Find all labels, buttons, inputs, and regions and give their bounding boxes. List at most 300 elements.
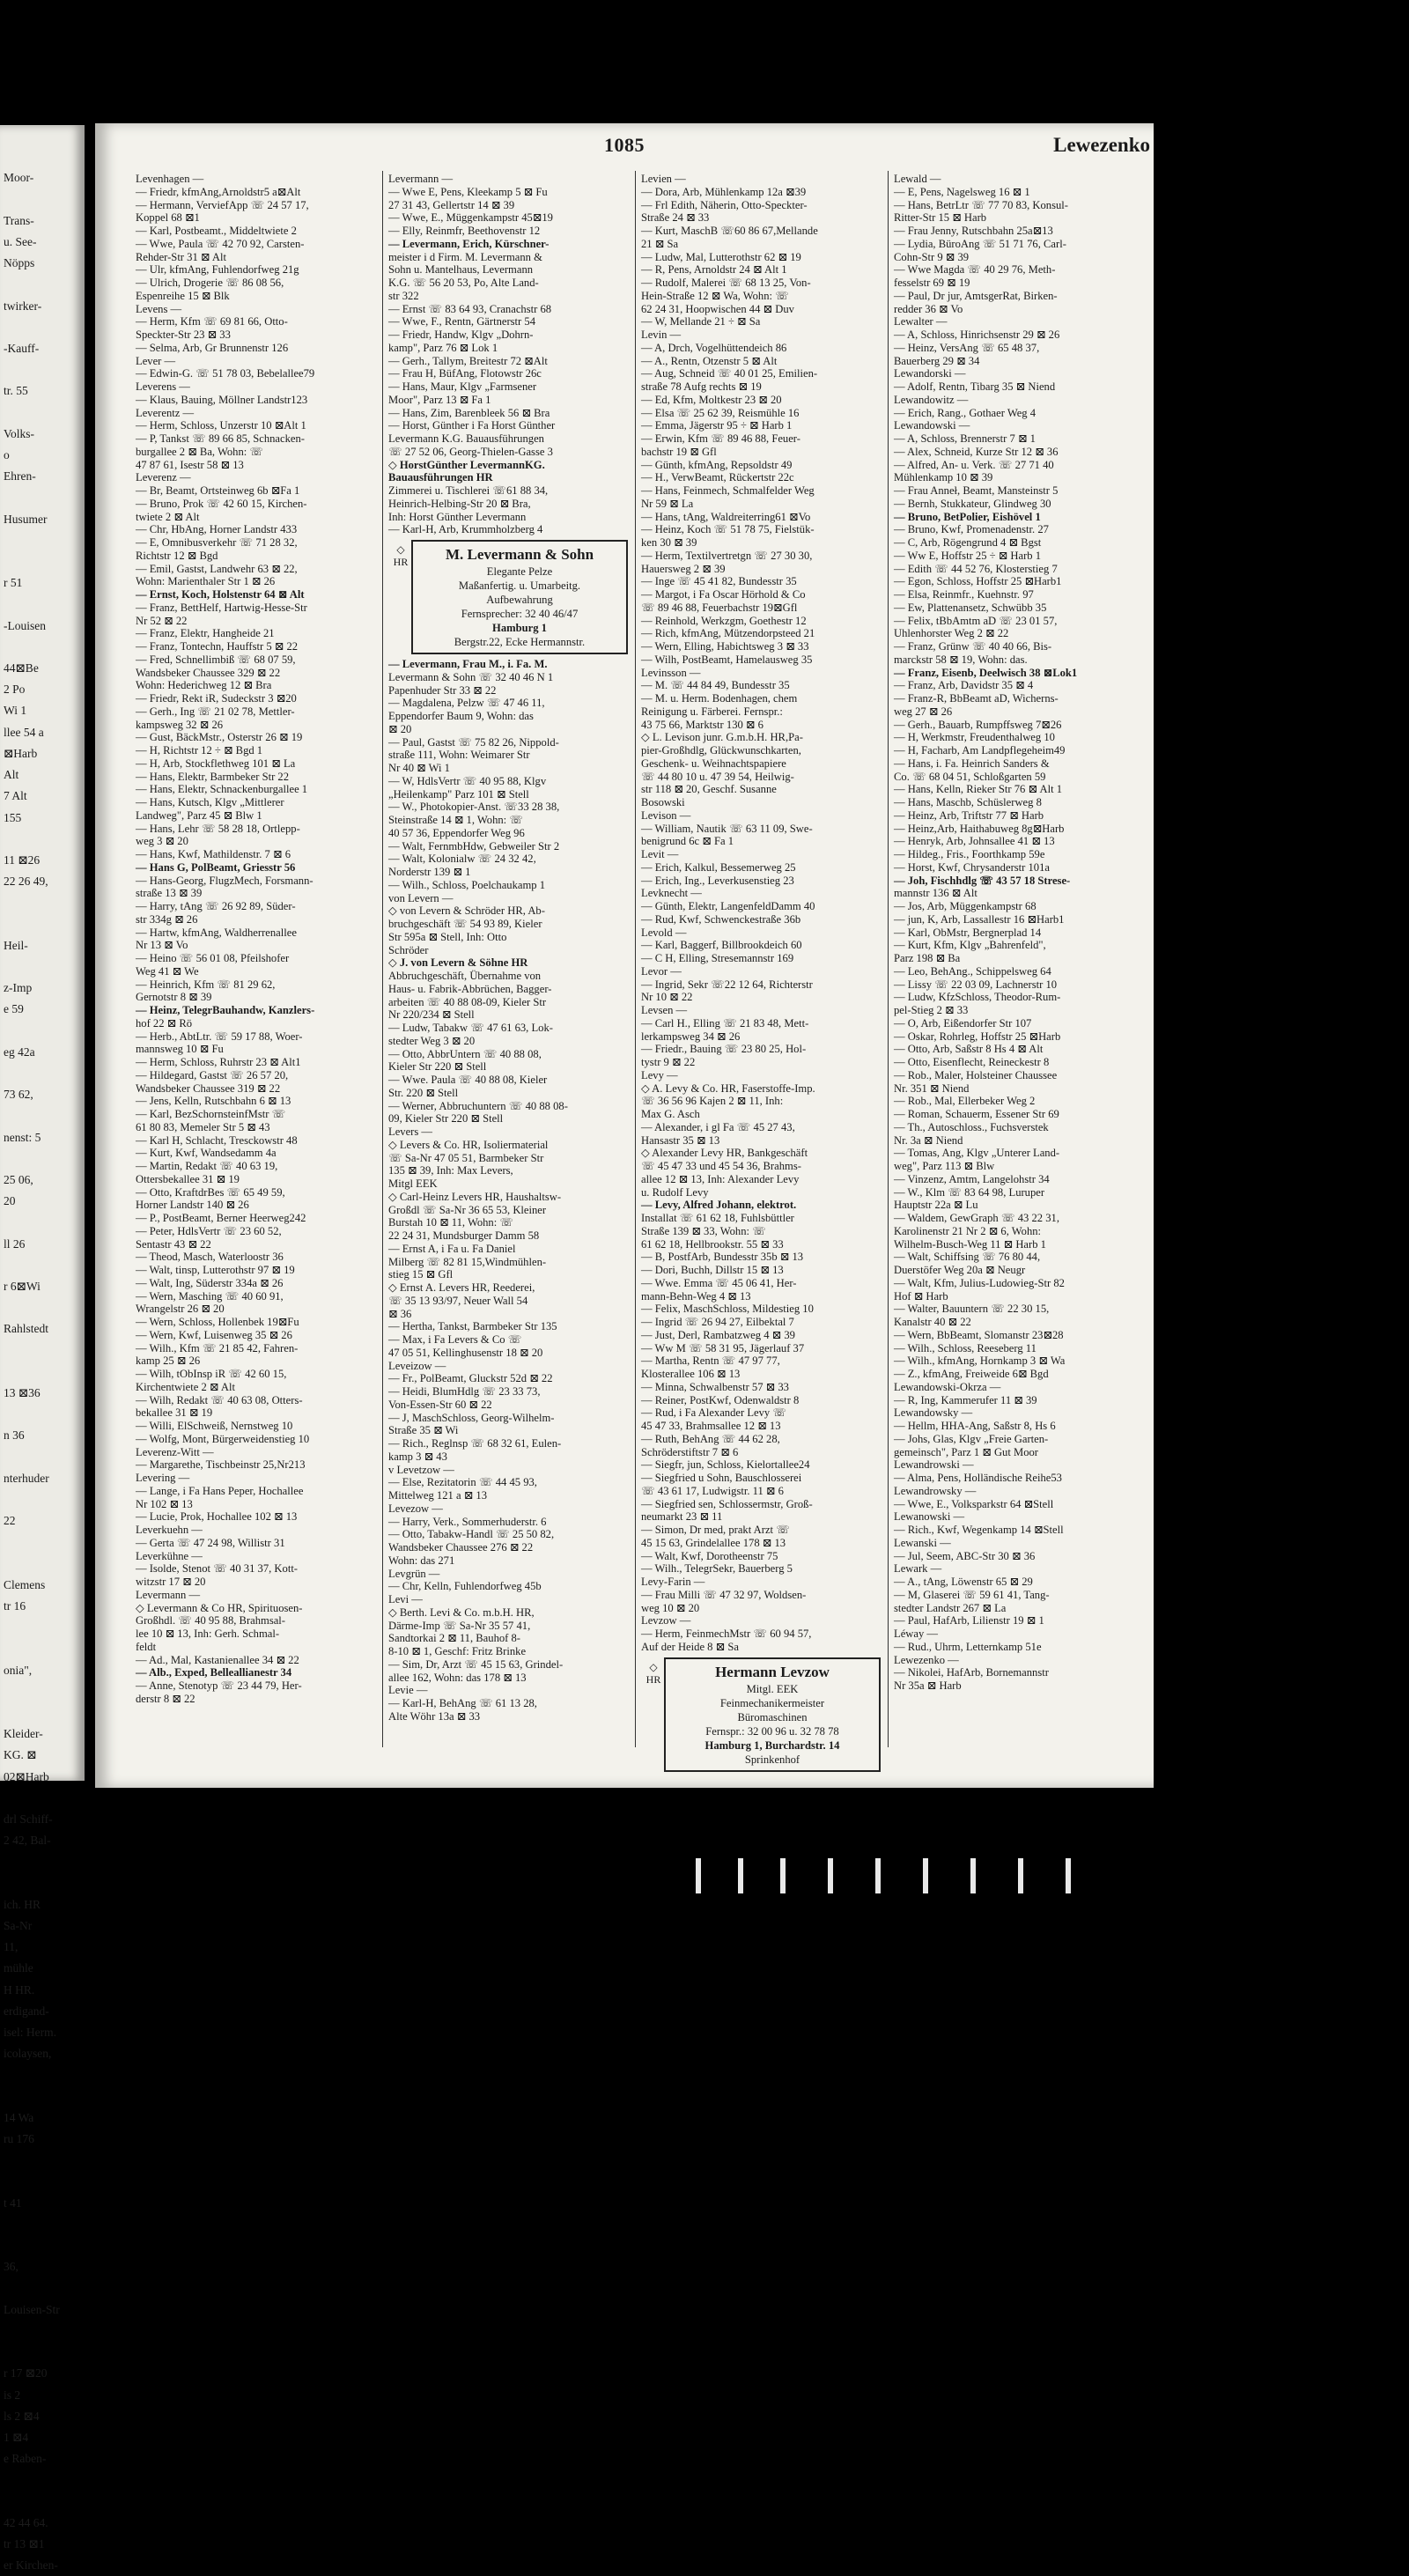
directory-entry: — Heino ☏ 56 01 08, Pfeilshofer	[136, 952, 290, 964]
directory-entry: kampsweg 32 ⊠ 26	[136, 718, 224, 731]
directory-entry: stieg 15 ⊠ Gfl	[388, 1268, 454, 1281]
ad-line: Feinmechanikermeister	[719, 1696, 825, 1709]
surname-heading: Levi —	[388, 1593, 423, 1605]
directory-entry: 40 57 36, Eppendorfer Weg 96	[388, 826, 525, 839]
directory-entry: — Walt, Kolonialw ☏ 24 32 42,	[388, 853, 536, 866]
edge-fragment	[0, 1021, 85, 1042]
directory-entry: — Alb., Exped, Belleallianestr 34	[136, 1666, 292, 1679]
directory-entry: u. Rudolf Levy	[641, 1185, 709, 1199]
directory-entry: ◇ HorstGünther LevermannKG.	[388, 458, 545, 471]
directory-entry: — Frau Milli ☏ 47 32 97, Woldsen-	[641, 1588, 807, 1601]
directory-entry: — Simon, Dr med, prakt Arzt ☏	[641, 1524, 790, 1536]
directory-entry: — Günth, kfmAng, Repsoldstr 49	[641, 458, 793, 471]
column-divider	[888, 171, 889, 1747]
directory-entry: — Martha, Rentn ☏ 47 97 77,	[641, 1354, 780, 1368]
directory-entry: 45 47 33, Brahmsallee 12 ⊠ 13	[641, 1420, 781, 1432]
edge-fragment: 13 ⊠36	[4, 1385, 41, 1399]
surname-heading: Leverens —	[136, 380, 190, 393]
directory-entry: Nr 220/234 ⊠ Stell	[388, 1008, 475, 1022]
directory-entry: Eppendorfer Baum 9, Wohn: das	[388, 710, 534, 722]
directory-entry: Auf der Heide 8 ⊠ Sa	[641, 1640, 739, 1653]
directory-entry: 43 75 66, Marktstr 130 ⊠ 6	[641, 718, 764, 731]
directory-entry: — Max, i Fa Levers & Co ☏	[388, 1333, 522, 1346]
directory-entry: kamp", Parz 76 ⊠ Lok 1	[388, 341, 498, 354]
directory-entry: — Otto, AbbrUntern ☏ 40 88 08,	[388, 1047, 542, 1060]
directory-entry: hof 22 ⊠ Rö	[136, 1016, 193, 1030]
surname-heading: Levezow —	[388, 1502, 443, 1515]
directory-entry: Großdl ☏ Sa-Nr 36 65 53, Kleiner	[388, 1203, 547, 1216]
directory-entry: — Franz, Grünw ☏ 40 40 66, Bis-	[894, 640, 1052, 653]
directory-entry: — Peter, HdlsVertr ☏ 23 60 52,	[136, 1224, 282, 1237]
directory-entry: — Theod, Masch, Waterloostr 36	[136, 1251, 284, 1264]
edge-fragment	[0, 2172, 85, 2193]
directory-entry: ◇ Carl-Heinz Levers HR, Haushaltsw-	[388, 1190, 562, 1203]
edge-fragment: 22	[4, 1514, 16, 1528]
directory-entry: — Ww E, Hoffstr 25 ÷ ⊠ Harb 1	[894, 549, 1042, 562]
directory-entry: — Ruth, BehAng ☏ 44 62 28,	[641, 1432, 780, 1445]
edge-fragment: 36,	[4, 2260, 18, 2274]
directory-entry: ◇ von Levern & Schröder HR, Ab-	[388, 904, 545, 918]
edge-fragment	[0, 2278, 85, 2299]
directory-entry: Karolinenstr 21 Nr 2 ⊠ 6, Wohn:	[894, 1224, 1042, 1237]
directory-entry: — O, Arb, Eißendorfer Str 107	[894, 1016, 1032, 1030]
surname-heading: Lewanski —	[894, 1536, 951, 1549]
directory-entry: weg 10 ⊠ 20	[641, 1601, 700, 1614]
directory-entry: — H, Werkmstr, Freudenthalweg 10	[894, 731, 1055, 744]
directory-entry: — Hermann, VerviefApp ☏ 24 57 17,	[136, 198, 309, 211]
directory-entry: lerkampsweg 34 ⊠ 26	[641, 1030, 741, 1043]
edge-fragment: Louisen-Str	[4, 2302, 60, 2316]
edge-fragment	[0, 1212, 85, 1233]
directory-entry: — Hans, Elektr, Barmbeker Str 22	[136, 770, 290, 783]
directory-entry: Norderstr 139 ⊠ 1	[388, 866, 471, 878]
directory-entry: — Hans, Elektr, Schnackenburgallee 1	[136, 783, 308, 796]
directory-entry: — C H, Elling, Stresemannstr 169	[641, 952, 794, 964]
directory-entry: — W., Photokopier-Anst. ☏33 28 38,	[388, 801, 560, 814]
directory-entry: — Hans, i. Fa. Heinrich Sanders &	[894, 757, 1050, 770]
edge-fragment	[0, 2235, 85, 2256]
edge-fragment: er Kirchen-	[4, 2558, 58, 2572]
directory-entry: — Herm, Schloss, Unzerstr 10 ⊠Alt 1	[136, 419, 306, 432]
edge-fragment: n 36	[4, 1428, 25, 1443]
directory-entry: Straße 24 ⊠ 33	[641, 211, 710, 225]
edge-fragment: twirker-	[4, 299, 42, 313]
directory-entry: — Klaus, Bauing, Möllner Landstr123	[136, 393, 308, 406]
directory-entry: — Elsa ☏ 25 62 39, Reismühle 16	[641, 406, 800, 419]
directory-entry: — Ernst, Koch, Holstenstr 64 ⊠ Alt	[136, 588, 305, 601]
directory-entry: — Franz, Arb, Davidstr 35 ⊠ 4	[894, 679, 1034, 692]
directory-entry: — Ernst A, i Fa u. Fa Daniel	[388, 1242, 516, 1255]
edge-fragment: 155	[4, 810, 22, 824]
edge-fragment	[0, 1340, 85, 1362]
edge-fragment	[0, 1447, 85, 1468]
edge-fragment: Nöpps	[4, 256, 35, 270]
directory-entry: Bauerberg 29 ⊠ 34	[894, 354, 980, 367]
directory-entry: — Else, Rezitatorin ☏ 44 45 93,	[388, 1476, 537, 1489]
directory-entry: — Sim, Dr, Arzt ☏ 45 15 63, Grindel-	[388, 1657, 564, 1671]
directory-entry: tystr 9 ⊠ 22	[641, 1056, 696, 1068]
edge-fragment: nterhuder	[4, 1471, 49, 1485]
directory-entry: — M, Glaserei ☏ 59 61 41, Tang-	[894, 1588, 1050, 1601]
surname-heading: Lever —	[136, 354, 176, 367]
directory-entry: — Friedr., Bauing ☏ 23 80 25, Hol-	[641, 1043, 807, 1056]
directory-entry: — Jos, Arb, Müggenkampstr 68	[894, 900, 1036, 912]
directory-entry: — Walt, Kwf, Dorotheenstr 75	[641, 1549, 778, 1562]
directory-entry: — Joh, Fischhdlg ☏ 43 57 18 Strese-	[894, 874, 1071, 887]
directory-entry: — Br, Beamt, Ortsteinweg 6b ⊠Fa 1	[136, 484, 300, 497]
directory-entry: Hansastr 35 ⊠ 13	[641, 1133, 720, 1147]
page-number: 1085	[604, 134, 645, 156]
directory-entry: feldt	[136, 1640, 157, 1653]
directory-entry: — Elsa, Reinmfr., Kuehnstr. 97	[894, 588, 1034, 601]
edge-fragment: tr 16	[4, 1599, 26, 1613]
directory-entry: Nr 59 ⊠ La	[641, 497, 694, 510]
edge-fragment	[0, 1148, 85, 1170]
directory-entry: 62 24 31, Hoopwischen 44 ⊠ Duv	[641, 302, 794, 315]
directory-entry: Mittelweg 121 a ⊠ 13	[388, 1489, 487, 1502]
directory-entry: — Horst, Kwf, Chrysanderstr 101a	[894, 860, 1050, 874]
directory-entry: Papenhuder Str 33 ⊠ 22	[388, 683, 497, 697]
column-1	[136, 173, 375, 1775]
directory-entry: Nr 40 ⊠ Wi 1	[388, 762, 450, 774]
surname-heading: Levsen —	[641, 1004, 688, 1016]
edge-fragment	[0, 1063, 85, 1084]
directory-entry: ☏ 43 61 17, Ludwigstr. 11 ⊠ 6	[641, 1484, 784, 1497]
edge-fragment: eg 42a	[4, 1044, 35, 1059]
directory-entry: — Lydia, BüroAng ☏ 51 71 76, Carl-	[894, 237, 1066, 250]
directory-entry: — Reinhold, Werkzgm, Goethestr 12	[641, 614, 807, 627]
surname-heading: Levknecht —	[641, 887, 702, 900]
edge-fragment	[0, 274, 85, 295]
directory-entry: — Kurt, MaschB ☏60 86 67,Mellande	[641, 225, 818, 237]
directory-entry: — Ulrich, Drogerie ☏ 86 08 56,	[136, 277, 284, 289]
directory-entry: — Walt, Kfm, Julius-Ludowieg-Str 82	[894, 1276, 1065, 1289]
directory-entry: Levermann & Sohn ☏ 32 40 46 N 1	[388, 670, 554, 683]
directory-entry: — Edith ☏ 44 52 76, Klosterstieg 7	[894, 562, 1058, 575]
surname-heading: Lewalter —	[894, 315, 948, 328]
directory-entry: fesselstr 69 ⊠ 19	[894, 277, 970, 289]
directory-entry: — Heinz, Koch ☏ 51 78 75, Fielstük-	[641, 523, 815, 536]
directory-entry: — Walt, tinsp, Lutterothstr 97 ⊠ 19	[136, 1264, 295, 1276]
edge-fragment: 02⊠Harb	[4, 1769, 49, 1783]
edge-fragment	[0, 2469, 85, 2491]
surname-heading: Lewald —	[894, 173, 941, 185]
surname-heading: Lewandowitz —	[894, 393, 969, 406]
edge-fragment: KG. ⊠	[4, 1748, 37, 1762]
surname-heading: v Levetzow —	[388, 1463, 454, 1476]
directory-entry: — Wwe, Paula ☏ 42 70 92, Carsten-	[136, 237, 305, 250]
directory-entry: Sandtorkai 2 ⊠ 11, Bauhof 8-	[388, 1632, 520, 1645]
directory-entry: Duerstöfer Weg 20a ⊠ Neugr	[894, 1264, 1026, 1276]
directory-entry: Zimmerei u. Tischlerei ☏61 88 34,	[388, 484, 549, 497]
surname-heading: Levenhagen —	[136, 173, 204, 185]
advertisement-box	[645, 1657, 881, 1772]
directory-entry: — Wilh, tObInsp iR ☏ 42 60 15,	[136, 1368, 287, 1380]
edge-fragment: 11 ⊠26	[4, 853, 41, 867]
directory-entry: — Elly, Reinmfr, Beethovenstr 12	[388, 225, 541, 237]
surname-heading: Levering —	[136, 1472, 190, 1484]
directory-entry: — Wilh., TelegrSekr, Bauerberg 5	[641, 1562, 793, 1576]
directory-entry: „Heilenkamp" Parz 101 ⊠ Stell	[388, 787, 529, 801]
directory-entry: 61 80 83, Memeler Str 5 ⊠ 43	[136, 1120, 270, 1133]
directory-entry: — Henryk, Arb, Johnsallee 41 ⊠ 13	[894, 835, 1055, 848]
directory-entry: — Rich., Kwf, Wegenkamp 14 ⊠Stell	[894, 1524, 1064, 1536]
directory-entry: — C, Arb, Rögengrund 4 ⊠ Bgst	[894, 536, 1042, 549]
directory-entry: — Nikolei, HafArb, Bornemannstr	[894, 1666, 1049, 1679]
directory-entry: Schröderstiftstr 7 ⊠ 6	[641, 1445, 739, 1458]
directory-entry: — Reiner, PostKwf, Odenwaldstr 8	[641, 1393, 800, 1406]
edge-fragment	[0, 1489, 85, 1510]
directory-entry: — Hildegard, Gastst ☏ 26 57 20,	[136, 1068, 289, 1081]
directory-entry: Nr 13 ⊠ Vo	[136, 939, 188, 952]
directory-entry: Abbruchgeschäft, Übernahme von	[388, 970, 542, 982]
directory-entry: — Levermann, Erich, Kürschner-	[388, 237, 550, 250]
directory-entry: — Roman, Schauerm, Essener Str 69	[894, 1108, 1059, 1120]
edge-fragment: 25 06,	[4, 1172, 33, 1186]
directory-entry: — Rud., Uhrm, Letternkamp 51e	[894, 1640, 1042, 1653]
directory-entry: — Kurt, Kwf, Wandsedamm 4a	[136, 1147, 277, 1160]
edge-fragment	[0, 594, 85, 615]
directory-entry: Wilhelm-Busch-Weg 11 ⊠ Harb 1	[894, 1237, 1046, 1251]
directory-entry: mann-Behn-Weg 4 ⊠ 13	[641, 1289, 751, 1303]
ad-line: Bergstr.22, Ecke Hermannstr.	[454, 636, 586, 648]
edge-fragment	[0, 402, 85, 424]
directory-entry: — Kurt, Kfm, Klgv „Bahrenfeld",	[894, 939, 1046, 952]
edge-fragment: H HR.	[4, 1982, 35, 1997]
directory-entry: — Siegfried u Sohn, Bauschlosserei	[641, 1472, 802, 1484]
directory-entry: Koppel 68 ⊠1	[136, 211, 200, 225]
directory-entry: — Siegfried sen, Schlossermstr, Groß-	[641, 1497, 813, 1510]
directory-entry: lee 10 ⊠ 13, Inh: Gerh. Schmal-	[136, 1628, 280, 1640]
directory-entry: — Egon, Schloss, Hoffstr 25 ⊠Harb1	[894, 575, 1062, 588]
edge-fragment	[0, 2150, 85, 2171]
directory-entry: Sohn u. Mantelhaus, Levermann	[388, 263, 534, 277]
directory-entry: — Gerh., Tallym, Breitestr 72 ⊠Alt	[388, 354, 548, 367]
directory-entry: — H, Richtstr 12 ÷ ⊠ Bgd 1	[136, 744, 263, 757]
directory-entry: Moor", Parz 13 ⊠ Fa 1	[388, 393, 491, 406]
ad-line: Sprinkenhof	[744, 1753, 800, 1766]
directory-entry: — Friedr, kfmAng,Arnoldstr5 a⊠Alt	[136, 185, 301, 198]
directory-entry: ☏ 36 56 96 Kajen 2 ⊠ 11, Inh:	[641, 1095, 784, 1108]
surname-heading: Levy —	[641, 1068, 678, 1081]
edge-fragment: r 17 ⊠20	[4, 2366, 48, 2380]
directory-entry: — R, Pens, Arnoldstr 24 ⊠ Alt 1	[641, 263, 787, 277]
edge-fragment: 2 Po	[4, 683, 26, 697]
directory-entry: — jun, K, Arb, Lassallestr 16 ⊠Harb1	[894, 912, 1065, 926]
directory-entry: mannsweg 10 ⊠ Fu	[136, 1043, 224, 1056]
directory-entry: Kirchentwiete 2 ⊠ Alt	[136, 1380, 236, 1393]
directory-entry: Mühlenkamp 10 ⊠ 39	[894, 471, 993, 484]
directory-entry: — Jul, Seem, ABC-Str 30 ⊠ 36	[894, 1549, 1036, 1562]
directory-entry: Wohn: Hederichweg 12 ⊠ Bra	[136, 679, 272, 692]
directory-entry: — W, Mellande 21 ÷ ⊠ Sa	[641, 315, 761, 328]
directory-entry: 47 87 61, Isestr 58 ⊠ 13	[136, 458, 244, 471]
surname-heading: Levermann —	[136, 1588, 201, 1601]
directory-entry: — Ed, Kfm, Moltkestr 23 ⊠ 20	[641, 393, 782, 406]
edge-fragment	[0, 1638, 85, 1659]
directory-entry: — Karl, ObMstr, Bergnerplad 14	[894, 926, 1042, 939]
directory-entry: witzstr 17 ⊠ 20	[136, 1576, 206, 1588]
directory-entry: — Lissy ☏ 22 03 09, Lachnerstr 10	[894, 978, 1058, 991]
edge-fragment: icolaysen,	[4, 2047, 52, 2061]
directory-entry: — Franz, BettHelf, Hartwig-Hesse-Str	[136, 601, 307, 614]
directory-entry: — Z., kfmAng, Freiweide 6⊠ Bgd	[894, 1368, 1049, 1380]
surname-heading: Levermann —	[388, 173, 454, 185]
directory-entry: marckstr 58 ⊠ 19, Wohn: das.	[894, 653, 1028, 666]
directory-entry: Kanalstr 40 ⊠ 22	[894, 1316, 971, 1328]
directory-entry: — Magdalena, Pelzw ☏ 47 46 11,	[388, 697, 545, 710]
directory-entry: — Rudolf, Malerei ☏ 68 13 25, Von-	[641, 277, 811, 289]
directory-entry: 135 ⊠ 39, Inh: Max Levers,	[388, 1164, 513, 1177]
directory-entry: — E, Pens, Nagelsweg 16 ⊠ 1	[894, 185, 1030, 198]
directory-entry: — P, Tankst ☏ 89 66 85, Schnacken-	[136, 432, 305, 445]
directory-entry: — J, MaschSchloss, Georg-Wilhelm-	[388, 1411, 555, 1424]
directory-entry: ken 30 ⊠ 39	[641, 536, 697, 549]
directory-entry: 8-10 ⊠ 1, Geschf: Fritz Brinke	[388, 1645, 527, 1657]
directory-entry: — A, Schloss, Hinrichsenstr 29 ⊠ 26	[894, 328, 1060, 341]
directory-entry: 21 ⊠ Sa	[641, 237, 679, 250]
directory-entry: — William, Nautik ☏ 63 11 09, Swe-	[641, 822, 813, 835]
directory-entry: — Herm, Textilvertretgn ☏ 27 30 30,	[641, 549, 813, 562]
surname-heading: Levgrün —	[388, 1567, 440, 1580]
directory-entry: Uhlenhorster Weg 2 ⊠ 22	[894, 627, 1009, 640]
directory-entry: — W, HdlsVertr ☏ 40 95 88, Klgv	[388, 774, 547, 787]
directory-entry: — Herm, Kfm ☏ 69 81 66, Otto-	[136, 315, 288, 328]
directory-entry: — Emma, Jägerstr 95 ÷ ⊠ Harb 1	[641, 419, 793, 432]
surname-heading: von Levern —	[388, 891, 454, 904]
directory-entry: — Vinzenz, Amtm, Langelohstr 34	[894, 1172, 1050, 1185]
column-3	[641, 173, 881, 1775]
directory-entry: weg 3 ⊠ 20	[136, 835, 188, 848]
edge-fragment: 22 26 49,	[4, 875, 48, 889]
column-divider	[382, 171, 383, 1747]
edge-fragment	[0, 2491, 85, 2513]
directory-entry: — Bruno, Kwf, Promenadenstr. 27	[894, 523, 1049, 536]
surname-heading: Levin —	[641, 328, 682, 341]
directory-entry: — Bruno, BetPolier, Eishövel 1	[894, 510, 1041, 523]
directory-entry: straße 13 ⊠ 39	[136, 887, 203, 900]
surname-heading: Lewandorski —	[894, 367, 966, 380]
directory-entry: — Adolf, Rentn, Tibarg 35 ⊠ Niend	[894, 380, 1056, 393]
directory-entry: allee 12 ⊠ 13, Inh: Alexander Levy	[641, 1172, 800, 1185]
directory-entry: — A, Drch, Vogelhüttendeich 86	[641, 341, 787, 354]
directory-entry: — Rud, Kwf, Schwenckestraße 36b	[641, 912, 801, 926]
edge-fragment	[0, 1532, 85, 1553]
surname-heading: Levinsson —	[641, 666, 701, 679]
edge-fragment: is 2	[4, 2388, 21, 2402]
surname-heading: Levers —	[388, 1126, 433, 1138]
directory-entry: Nr 102 ⊠ 13	[136, 1497, 193, 1510]
directory-entry: Milberg ☏ 82 81 15,Windmühlen-	[388, 1255, 547, 1268]
edge-fragment	[0, 1554, 85, 1575]
edge-fragment	[0, 359, 85, 380]
ad-line: Büromaschinen	[737, 1710, 808, 1723]
directory-entry: — Fr., PolBeamt, Gluckstr 52d ⊠ 22	[388, 1372, 553, 1385]
surname-heading: Levor —	[641, 964, 682, 978]
directory-entry: Wohn: das 271	[388, 1554, 455, 1567]
directory-entry: derstr 8 ⊠ 22	[136, 1692, 195, 1705]
edge-fragment	[0, 637, 85, 658]
directory-entry: — Edwin-G. ☏ 51 78 03, Bebelallee79	[136, 367, 315, 380]
directory-entry: ◇ Levermann & Co HR, Spirituosen-	[136, 1601, 303, 1614]
directory-entry: — Gerh., Bauarb, Rumpffsweg 7⊠26	[894, 718, 1062, 731]
surname-heading: Lewandowski-Okrza —	[894, 1380, 1001, 1393]
directory-entry: stedter Landstr 267 ⊠ La	[894, 1601, 1007, 1614]
directory-entry: — Jens, Kelln, Rutschbahn 6 ⊠ 13	[136, 1095, 291, 1108]
directory-entry: — Fred, Schnellimbiß ☏ 68 07 59,	[136, 653, 296, 666]
edge-fragment: r 6⊠Wi	[4, 1279, 41, 1293]
directory-entry: Wohn: Marienthaler Str 1 ⊠ 26	[136, 575, 276, 588]
directory-entry: — Lucie, Prok, Hochallee 102 ⊠ 13	[136, 1510, 298, 1524]
edge-fragment: 7 Alt	[4, 789, 27, 803]
edge-fragment: Alt	[4, 768, 19, 782]
directory-entry: — Harry, tAng ☏ 26 92 89, Süder-	[136, 900, 296, 912]
edge-fragment	[0, 1404, 85, 1425]
directory-entry: — Wern, Masching ☏ 40 60 91,	[136, 1289, 284, 1303]
directory-entry: — Erich, Kalkul, Bessemerweg 25	[641, 860, 796, 874]
directory-entry: Kieler Str 220 ⊠ Stell	[388, 1060, 487, 1074]
directory-entry: — E, Omnibusverkehr ☏ 71 28 32,	[136, 536, 298, 549]
directory-entry: Wandsbeker Chaussee 276 ⊠ 22	[388, 1541, 534, 1554]
directory-entry: Max G. Asch	[641, 1108, 700, 1120]
directory-entry: Burstah 10 ⊠ 11, Wohn: ☏	[388, 1216, 514, 1229]
directory-entry: — Carl H., Elling ☏ 21 83 48, Mett-	[641, 1016, 809, 1030]
directory-entry: neumarkt 23 ⊠ 11	[641, 1510, 723, 1524]
directory-entry: — Hans, Feinmech, Schmalfelder Weg	[641, 484, 815, 497]
directory-entry: — Frau Jenny, Rutschbahn 25a⊠13	[894, 225, 1053, 237]
edge-fragment: -Louisen	[4, 618, 46, 632]
ad-line: Maßanfertig. u. Umarbeitg.	[458, 579, 581, 592]
directory-entry: ☏ 89 46 88, Feuerbachstr 19⊠Gfl	[641, 601, 798, 614]
directory-entry: Hauersweg 2 ⊠ 39	[641, 562, 726, 575]
directory-page	[95, 123, 1154, 1788]
directory-entry: — Chr, HbAng, Horner Landstr 433	[136, 523, 298, 536]
directory-entry: — Walter, Bauuntern ☏ 22 30 15,	[894, 1303, 1050, 1316]
directory-entry: — Karl, BezSchornsteinfMstr ☏	[136, 1108, 286, 1120]
directory-entry: — Karl, Baggerf, Billbrookdeich 60	[641, 939, 802, 952]
directory-entry: — Ernst ☏ 83 64 93, Cranachstr 68	[388, 302, 552, 315]
directory-entry: — Hildeg., Fris., Foorthkamp 59e	[894, 848, 1045, 860]
edge-fragment: tr. 55	[4, 384, 28, 398]
directory-entry: Horner Landstr 140 ⊠ 26	[136, 1199, 249, 1212]
directory-entry: — Dora, Arb, Mühlenkamp 12a ⊠39	[641, 185, 807, 198]
directory-entry: Nr. 351 ⊠ Niend	[894, 1081, 970, 1095]
directory-entry: — Alexander, i gl Fa ☏ 45 27 43,	[641, 1120, 795, 1133]
ad-line: M. Levermann & Sohn	[445, 546, 594, 563]
edge-fragment: Trans-	[4, 213, 34, 227]
directory-entry: — Alma, Pens, Holländische Reihe53	[894, 1472, 1062, 1484]
directory-entry: — Rob., Mal, Ellerbeker Weg 2	[894, 1095, 1036, 1108]
directory-entry: kamp 3 ⊠ 43	[388, 1450, 447, 1463]
edge-fragment: Clemens	[4, 1577, 46, 1591]
edge-fragment: r 51	[4, 576, 23, 590]
directory-entry: Parz 198 ⊠ Ba	[894, 952, 961, 964]
edge-fragment: Volks-	[4, 426, 35, 440]
edge-fragment: ls 2 ⊠4	[4, 2409, 40, 2423]
directory-entry: ◇ Berth. Levi & Co. m.b.H. HR,	[388, 1605, 535, 1619]
directory-entry: — Wwe. Paula ☏ 40 88 08, Kieler	[388, 1074, 548, 1086]
edge-fragment	[0, 914, 85, 935]
surname-heading: Leverkühne —	[136, 1549, 203, 1562]
edge-fragment: tr 13 ⊠1	[4, 2536, 45, 2550]
directory-entry: Schröder	[388, 943, 429, 956]
edge-fragment: -Kauff-	[4, 342, 40, 356]
directory-entry: Haus- u. Fabrik-Abbrüchen, Bagger-	[388, 982, 552, 995]
directory-entry: gemeinsch", Parz 1 ⊠ Gut Moor	[894, 1445, 1038, 1458]
directory-entry: — Werner, Abbruchuntern ☏ 40 88 08-	[388, 1099, 568, 1112]
directory-entry: — Karl-H, Arb, Krummholzberg 4	[388, 523, 543, 536]
directory-entry: — Hartw, kfmAng, Waldherrenallee	[136, 926, 297, 939]
